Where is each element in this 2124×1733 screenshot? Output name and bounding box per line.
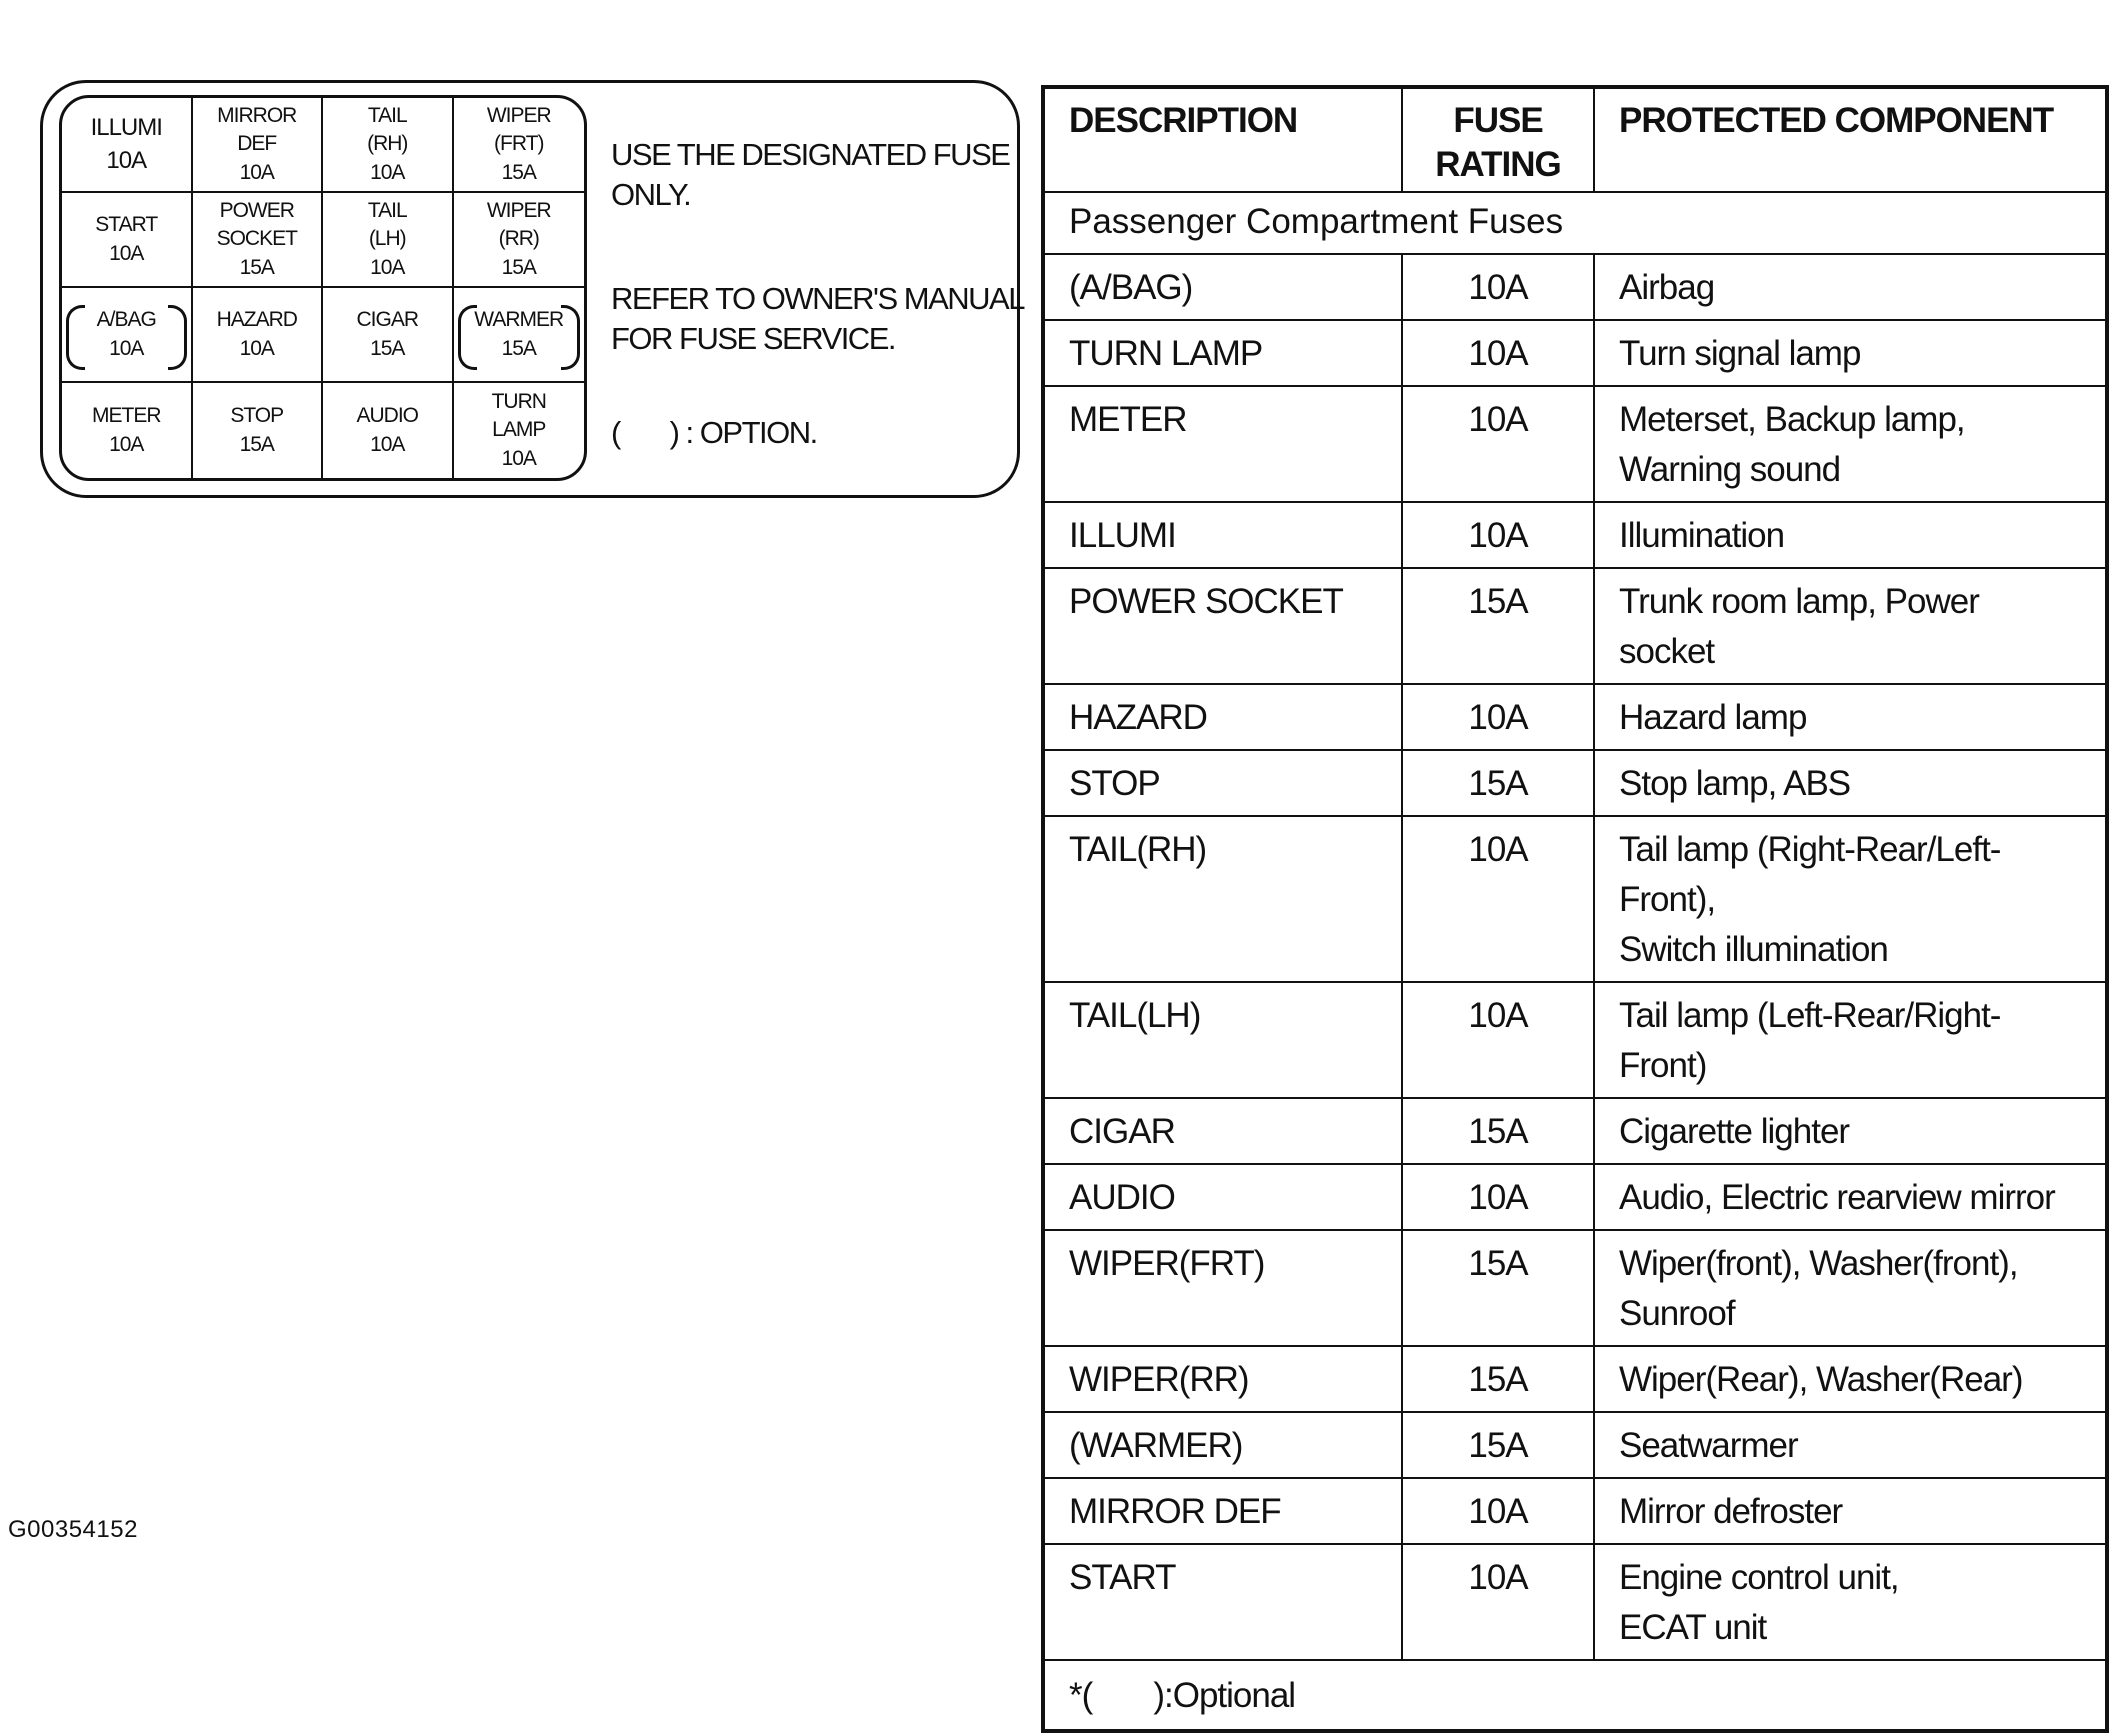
table-row [1043,1346,2107,1412]
fuse-cell [454,98,585,193]
fuse-amp: 10A [370,255,405,279]
cell-rating: 10A [1402,502,1594,568]
fuse-name: POWER SOCKET [216,198,297,251]
fuse-name: MIRROR DEF [217,103,297,156]
fuse-amp: 10A [501,446,536,470]
fuse-cell [62,193,193,288]
fuse-name: WIPER (FRT) [486,103,551,156]
section-row [1043,192,2107,254]
table-row [1043,982,2107,1098]
fuse-cell [323,383,454,478]
cell-rating: 10A [1402,386,1594,502]
cell-rating: 10A [1402,320,1594,386]
table-row [1043,684,2107,750]
cell-rating: 15A [1402,1346,1594,1412]
fuse-amp: 10A [239,160,274,184]
cell-description: MIRROR DEF [1043,1478,1402,1544]
fuse-name: HAZARD [216,308,297,332]
section-title: Passenger Compartment Fuses [1043,192,2107,254]
fuse-amp: 10A [109,432,144,456]
note-designated-fuse: USE THE DESIGNATED FUSE ONLY. [611,137,1010,212]
fuse-cell [454,288,585,383]
cell-description: TAIL(LH) [1043,982,1402,1098]
table-row [1043,1544,2107,1660]
header-protected-component: PROTECTED COMPONENT [1594,87,2107,192]
note-option-legend: ( ) : OPTION. [611,415,817,450]
cell-description: HAZARD [1043,684,1402,750]
optional-footnote: *( ):Optional [1043,1660,2107,1731]
fuse-name: CIGAR [356,308,418,332]
cell-description: TAIL(RH) [1043,816,1402,982]
fuse-cell [323,193,454,288]
table-row [1043,1230,2107,1346]
fuse-cell [323,98,454,193]
cell-component: Seatwarmer [1594,1412,2107,1478]
fuse-name: WARMER [474,308,564,332]
cell-component: Wiper(Rear), Washer(Rear) [1594,1346,2107,1412]
cell-rating: 10A [1402,816,1594,982]
fuse-amp: 15A [239,432,274,456]
fuse-name: TURN LAMP [491,389,546,442]
fuse-amp: 10A [109,241,144,265]
cell-component: Audio, Electric rearview mirror [1594,1164,2107,1230]
fuse-name: A/BAG [96,308,156,332]
fuse-amp: 15A [501,255,536,279]
cell-description: (A/BAG) [1043,254,1402,320]
fuse-cell [193,383,324,478]
cell-description: ILLUMI [1043,502,1402,568]
cell-component: Airbag [1594,254,2107,320]
fuse-name: STOP [230,404,284,428]
fuse-amp: 10A [106,146,147,174]
cell-component: Turn signal lamp [1594,320,2107,386]
fuse-grid [59,95,587,481]
fuse-cell [62,288,193,383]
table-row [1043,816,2107,982]
fuse-amp: 15A [239,255,274,279]
fuse-cell [62,383,193,478]
fuse-name: ILLUMI [90,114,162,142]
cell-description: TURN LAMP [1043,320,1402,386]
cell-rating: 10A [1402,254,1594,320]
cell-description: AUDIO [1043,1164,1402,1230]
fuse-cell [193,98,324,193]
cell-rating: 15A [1402,1230,1594,1346]
fuse-amp: 10A [370,432,405,456]
table-row [1043,386,2107,502]
fuse-cell [193,193,324,288]
fuse-cell [193,288,324,383]
fuse-name: AUDIO [356,404,418,428]
cell-component: Mirror defroster [1594,1478,2107,1544]
cell-description: CIGAR [1043,1098,1402,1164]
cell-rating: 15A [1402,568,1594,684]
fuse-name: METER [92,404,161,428]
table-row [1043,1164,2107,1230]
cell-description: WIPER(FRT) [1043,1230,1402,1346]
table-row [1043,568,2107,684]
table-row [1043,1478,2107,1544]
fuse-box-panel [40,80,1023,498]
cell-rating: 15A [1402,1412,1594,1478]
cell-rating: 10A [1402,1478,1594,1544]
fuse-name: TAIL (LH) [367,198,407,251]
cell-component: Tail lamp (Right-Rear/Left-Front), Switch illumination [1594,816,2107,982]
fuse-cell [454,193,585,288]
cell-rating: 15A [1402,750,1594,816]
fuse-amp: 15A [370,336,405,360]
cell-rating: 15A [1402,1098,1594,1164]
table-row [1043,320,2107,386]
table-row [1043,502,2107,568]
table-row [1043,750,2107,816]
fuse-cell [62,98,193,193]
fuse-name: START [95,213,158,237]
cell-description: METER [1043,386,1402,502]
cell-component: Stop lamp, ABS [1594,750,2107,816]
table-row [1043,1098,2107,1164]
cell-rating: 10A [1402,982,1594,1098]
figure-id: G00354152 [8,1516,138,1543]
header-description: DESCRIPTION [1043,87,1402,192]
note-owners-manual: REFER TO OWNER'S MANUAL FOR FUSE SERVICE. [611,281,1023,356]
table-header-row [1043,87,2107,192]
fuse-amp: 15A [501,336,536,360]
footer-row [1043,1660,2107,1731]
cell-description: STOP [1043,750,1402,816]
cell-component: Engine control unit, ECAT unit [1594,1544,2107,1660]
cell-rating: 10A [1402,1544,1594,1660]
fuse-amp: 10A [239,336,274,360]
fuse-table [1041,85,2109,1733]
cell-component: Wiper(front), Washer(front), Sunroof [1594,1230,2107,1346]
table-row [1043,1412,2107,1478]
cell-component: Hazard lamp [1594,684,2107,750]
fuse-amp: 10A [109,336,144,360]
cell-rating: 10A [1402,1164,1594,1230]
fuse-cell [454,383,585,478]
cell-component: Tail lamp (Left-Rear/Right-Front) [1594,982,2107,1098]
fuse-amp: 15A [501,160,536,184]
fuse-amp: 10A [370,160,405,184]
cell-component: Cigarette lighter [1594,1098,2107,1164]
fuse-cell [323,288,454,383]
cell-component: Trunk room lamp, Power socket [1594,568,2107,684]
cell-rating: 10A [1402,684,1594,750]
cell-description: POWER SOCKET [1043,568,1402,684]
fuse-name: WIPER (RR) [486,198,551,251]
cell-description: START [1043,1544,1402,1660]
cell-component: Illumination [1594,502,2107,568]
cell-description: WIPER(RR) [1043,1346,1402,1412]
header-fuse-rating: FUSE RATING [1402,87,1594,192]
table-row [1043,254,2107,320]
cell-description: (WARMER) [1043,1412,1402,1478]
cell-component: Meterset, Backup lamp, Warning sound [1594,386,2107,502]
fuse-name: TAIL (RH) [367,103,408,156]
